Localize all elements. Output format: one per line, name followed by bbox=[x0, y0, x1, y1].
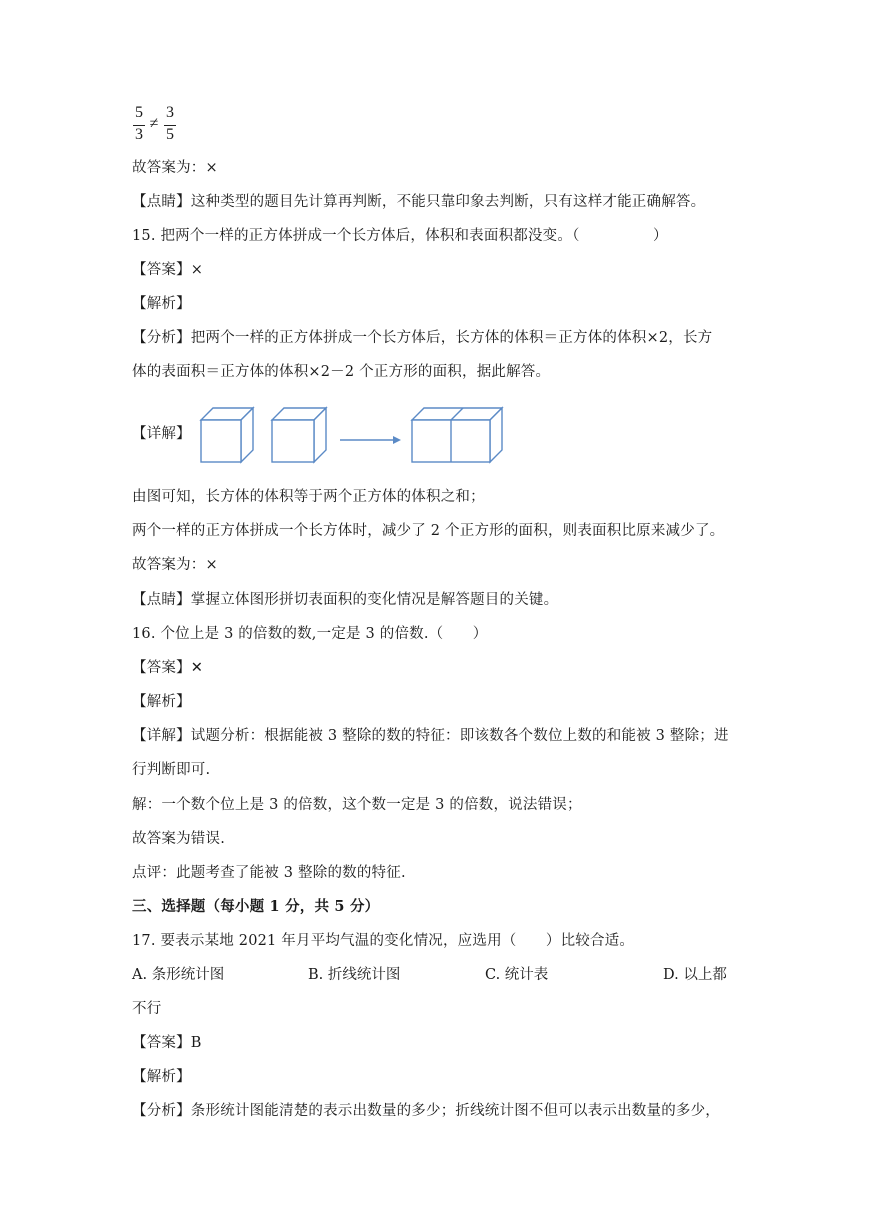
cube-diagram bbox=[195, 402, 515, 468]
answer-line: 故答案为：× bbox=[132, 160, 218, 176]
question-17: 17. 要表示某地 2021 年月平均气温的变化情况，应选用（ ）比较合适。 bbox=[132, 933, 635, 949]
cube-right bbox=[272, 408, 326, 462]
analysis-label: 【解析】 bbox=[132, 296, 191, 312]
option-a: A. 条形统计图 bbox=[132, 967, 225, 983]
answer-text-3: 故答案为错误. bbox=[132, 831, 226, 847]
analysis-label-2: 【解析】 bbox=[132, 694, 191, 710]
option-d-continued: 不行 bbox=[132, 1001, 162, 1017]
detail-text-4: 行判断即可. bbox=[132, 762, 211, 778]
fraction-right-numerator: 3 bbox=[166, 104, 174, 121]
not-equal-sign: ≠ bbox=[149, 115, 159, 132]
fraction-left-numerator: 5 bbox=[135, 104, 143, 121]
section-heading: 三、选择题（每小题 1 分，共 5 分） bbox=[132, 898, 380, 915]
answer-label: 【答案】× bbox=[132, 262, 204, 278]
detail-text-3: 【详解】试题分析：根据能被 3 整除的数的特征：即该数各个数位上数的和能被 3 整除；进 bbox=[132, 728, 729, 744]
analysis-text-1: 【分析】把两个一样的正方体拼成一个长方体后，长方体的体积＝正方体的体积×2，长方 bbox=[132, 330, 713, 346]
tip-line: 【点睛】这种类型的题目先计算再判断，不能只靠印象去判断，只有这样才能正确解答。 bbox=[132, 194, 706, 210]
comment-text: 点评：此题考查了能被 3 整除的数的特征. bbox=[132, 865, 406, 881]
cube-left bbox=[201, 408, 253, 462]
option-b: B. 折线统计图 bbox=[308, 967, 401, 983]
solution-text: 解：一个数个位上是 3 的倍数，这个数一定是 3 的倍数，说法错误； bbox=[132, 797, 582, 813]
option-c: C. 统计表 bbox=[485, 967, 549, 983]
answer-label-2: 【答案】✕ bbox=[132, 660, 204, 676]
tip-line-2: 【点睛】掌握立体图形拼切表面积的变化情况是解答题目的关键。 bbox=[132, 592, 559, 608]
question-16: 16. 个位上是 3 的倍数的数,一定是 3 的倍数.（ ） bbox=[132, 626, 488, 642]
detail-text-2: 两个一样的正方体拼成一个长方体时，减少了 2 个正方形的面积，则表面积比原来减少了。 bbox=[132, 523, 725, 539]
answer-line-2: 故答案为：× bbox=[132, 557, 218, 573]
fraction-right-denominator: 5 bbox=[166, 126, 174, 143]
option-d: D. 以上都 bbox=[663, 967, 727, 983]
answer-label-3: 【答案】B bbox=[132, 1035, 202, 1051]
fraction-left-denominator: 3 bbox=[135, 126, 143, 143]
cuboid-combined bbox=[412, 408, 502, 462]
analysis-label-3: 【解析】 bbox=[132, 1069, 191, 1085]
detail-label: 【详解】 bbox=[132, 426, 191, 442]
analysis-text-2: 体的表面积＝正方体的体积×2－2 个正方形的面积，据此解答。 bbox=[132, 364, 551, 380]
analysis-text-3: 【分析】条形统计图能清楚的表示出数量的多少；折线统计图不但可以表示出数量的多少， bbox=[132, 1103, 720, 1119]
question-15: 15. 把两个一样的正方体拼成一个长方体后，体积和表面积都没变。（ ） bbox=[132, 228, 668, 244]
detail-text-1: 由图可知，长方体的体积等于两个正方体的体积之和； bbox=[132, 489, 485, 505]
arrow-right-icon bbox=[340, 436, 401, 444]
